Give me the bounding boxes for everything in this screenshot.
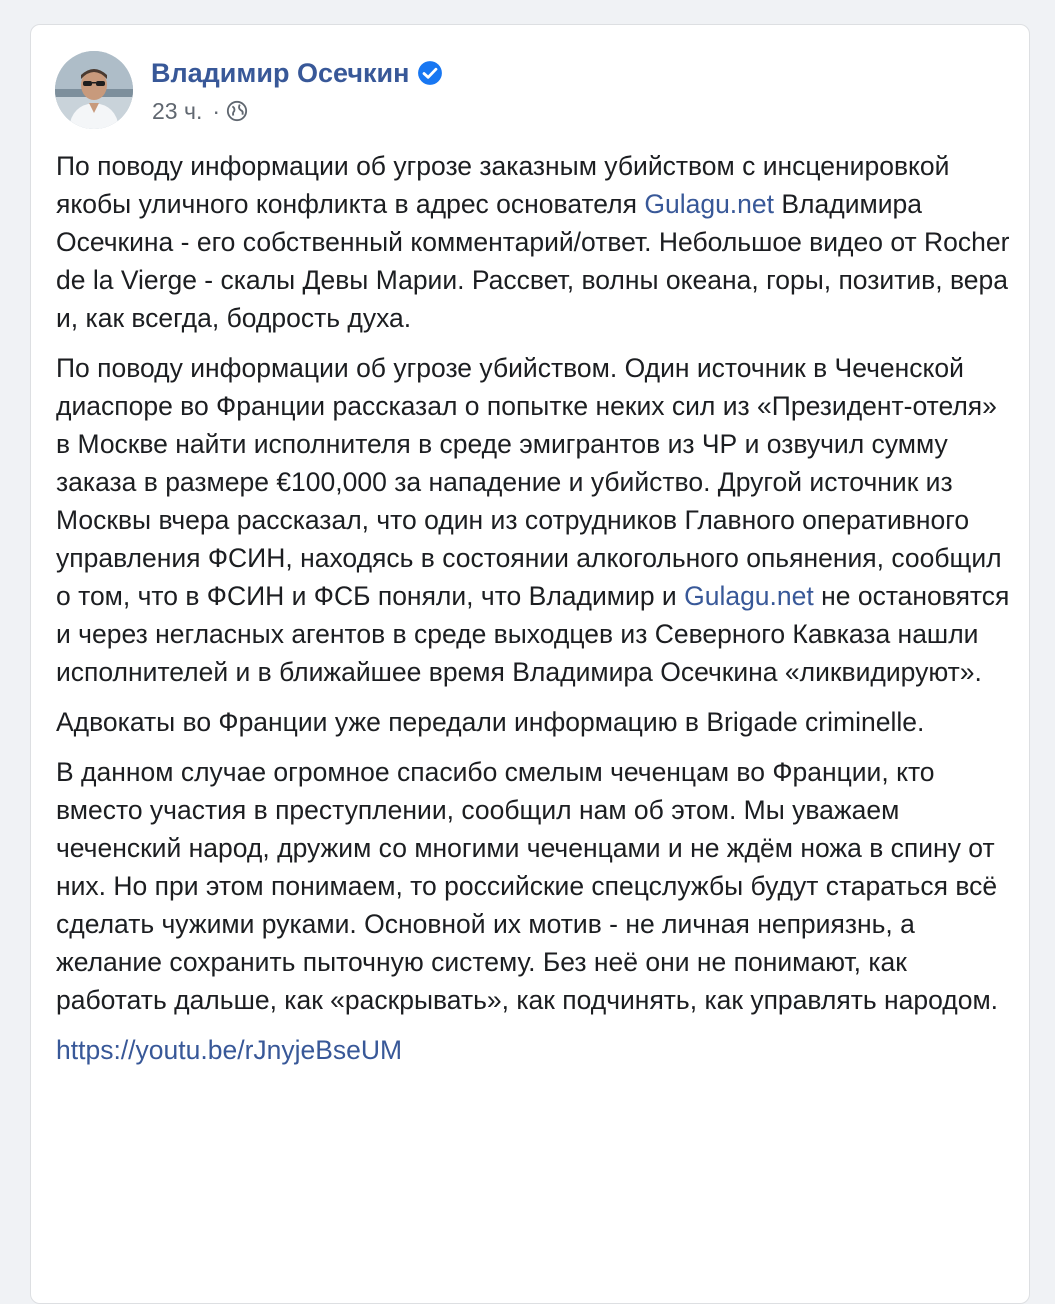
post-body [56, 147, 1016, 1081]
post-paragraph-3: Адвокаты во Франции уже передали информацию в Brigade criminelle. [56, 707, 925, 737]
author-name-link[interactable] [151, 57, 443, 89]
video-link-paragraph [56, 1031, 1016, 1069]
post-card [30, 24, 1030, 1304]
author-name[interactable]: Владимир Осечкин [151, 58, 410, 88]
avatar-photo [55, 51, 133, 129]
verified-badge-icon [417, 60, 443, 86]
gulagu-link-2[interactable]: Gulagu.net [684, 581, 814, 611]
post-timestamp[interactable]: 23 ч. [152, 98, 203, 124]
post-paragraph-1: По поводу информации об угрозе заказным убийством с инсценировкой якобы уличного конфликта в адрес основателя Gulagu.net Владимира Осечкина - его собственный комментарий/ответ. Небольшое видео от Rocher de la Vierge - скалы Девы Марии. Рассвет, волны океана, горы, позитив, вера и, как всегда, бодрость духа. [56, 151, 1010, 333]
youtube-link[interactable]: https://youtu.be/rJnyjeBseUM [56, 1035, 403, 1065]
post-paragraph-4: В данном случае огромное спасибо смелым чеченцам во Франции, кто вместо участия в преступлении, сообщил нам об этом. Мы уважаем чеченский народ, дружим со многими чеченцами и не ждём ножа в спину от них. Но при этом понимаем, то российские спецслужбы будут стараться всё сделать чужими руками. Основной их мотив - не личная неприязнь, а желание сохранить пыточную систему. Без неё они не понимают, как работать дальше, как «раскрывать», как подчинять, как управлять народом. [56, 757, 999, 1015]
avatar[interactable] [55, 51, 133, 129]
post-meta [152, 97, 248, 125]
meta-separator: · [212, 98, 221, 124]
globe-icon[interactable] [226, 100, 248, 122]
gulagu-link-1[interactable]: Gulagu.net [644, 189, 775, 219]
post-paragraph-2: По поводу информации об угрозе убийством. Один источник в Чеченской диаспоре во Франции рассказал о попытке неких сил из «Президент-отеля» в Москве найти исполнителя в среде эмигрантов из ЧР и озвучил сумму заказа в размере €100,000 за нападение и убийство. Другой источник из Москвы вчера рассказал, что один из сотрудников Главного оперативного управления ФСИН, находясь в состоянии алкогольного опьянения, сообщил о том, что в ФСИН и ФСБ поняли, что Владимир и Gulagu.net не остановятся и через негласных агентов в среде выходцев из Северного Кавказа нашли исполнителей и в ближайшее время Владимира Осечкина «ликвидируют». [56, 353, 1010, 687]
